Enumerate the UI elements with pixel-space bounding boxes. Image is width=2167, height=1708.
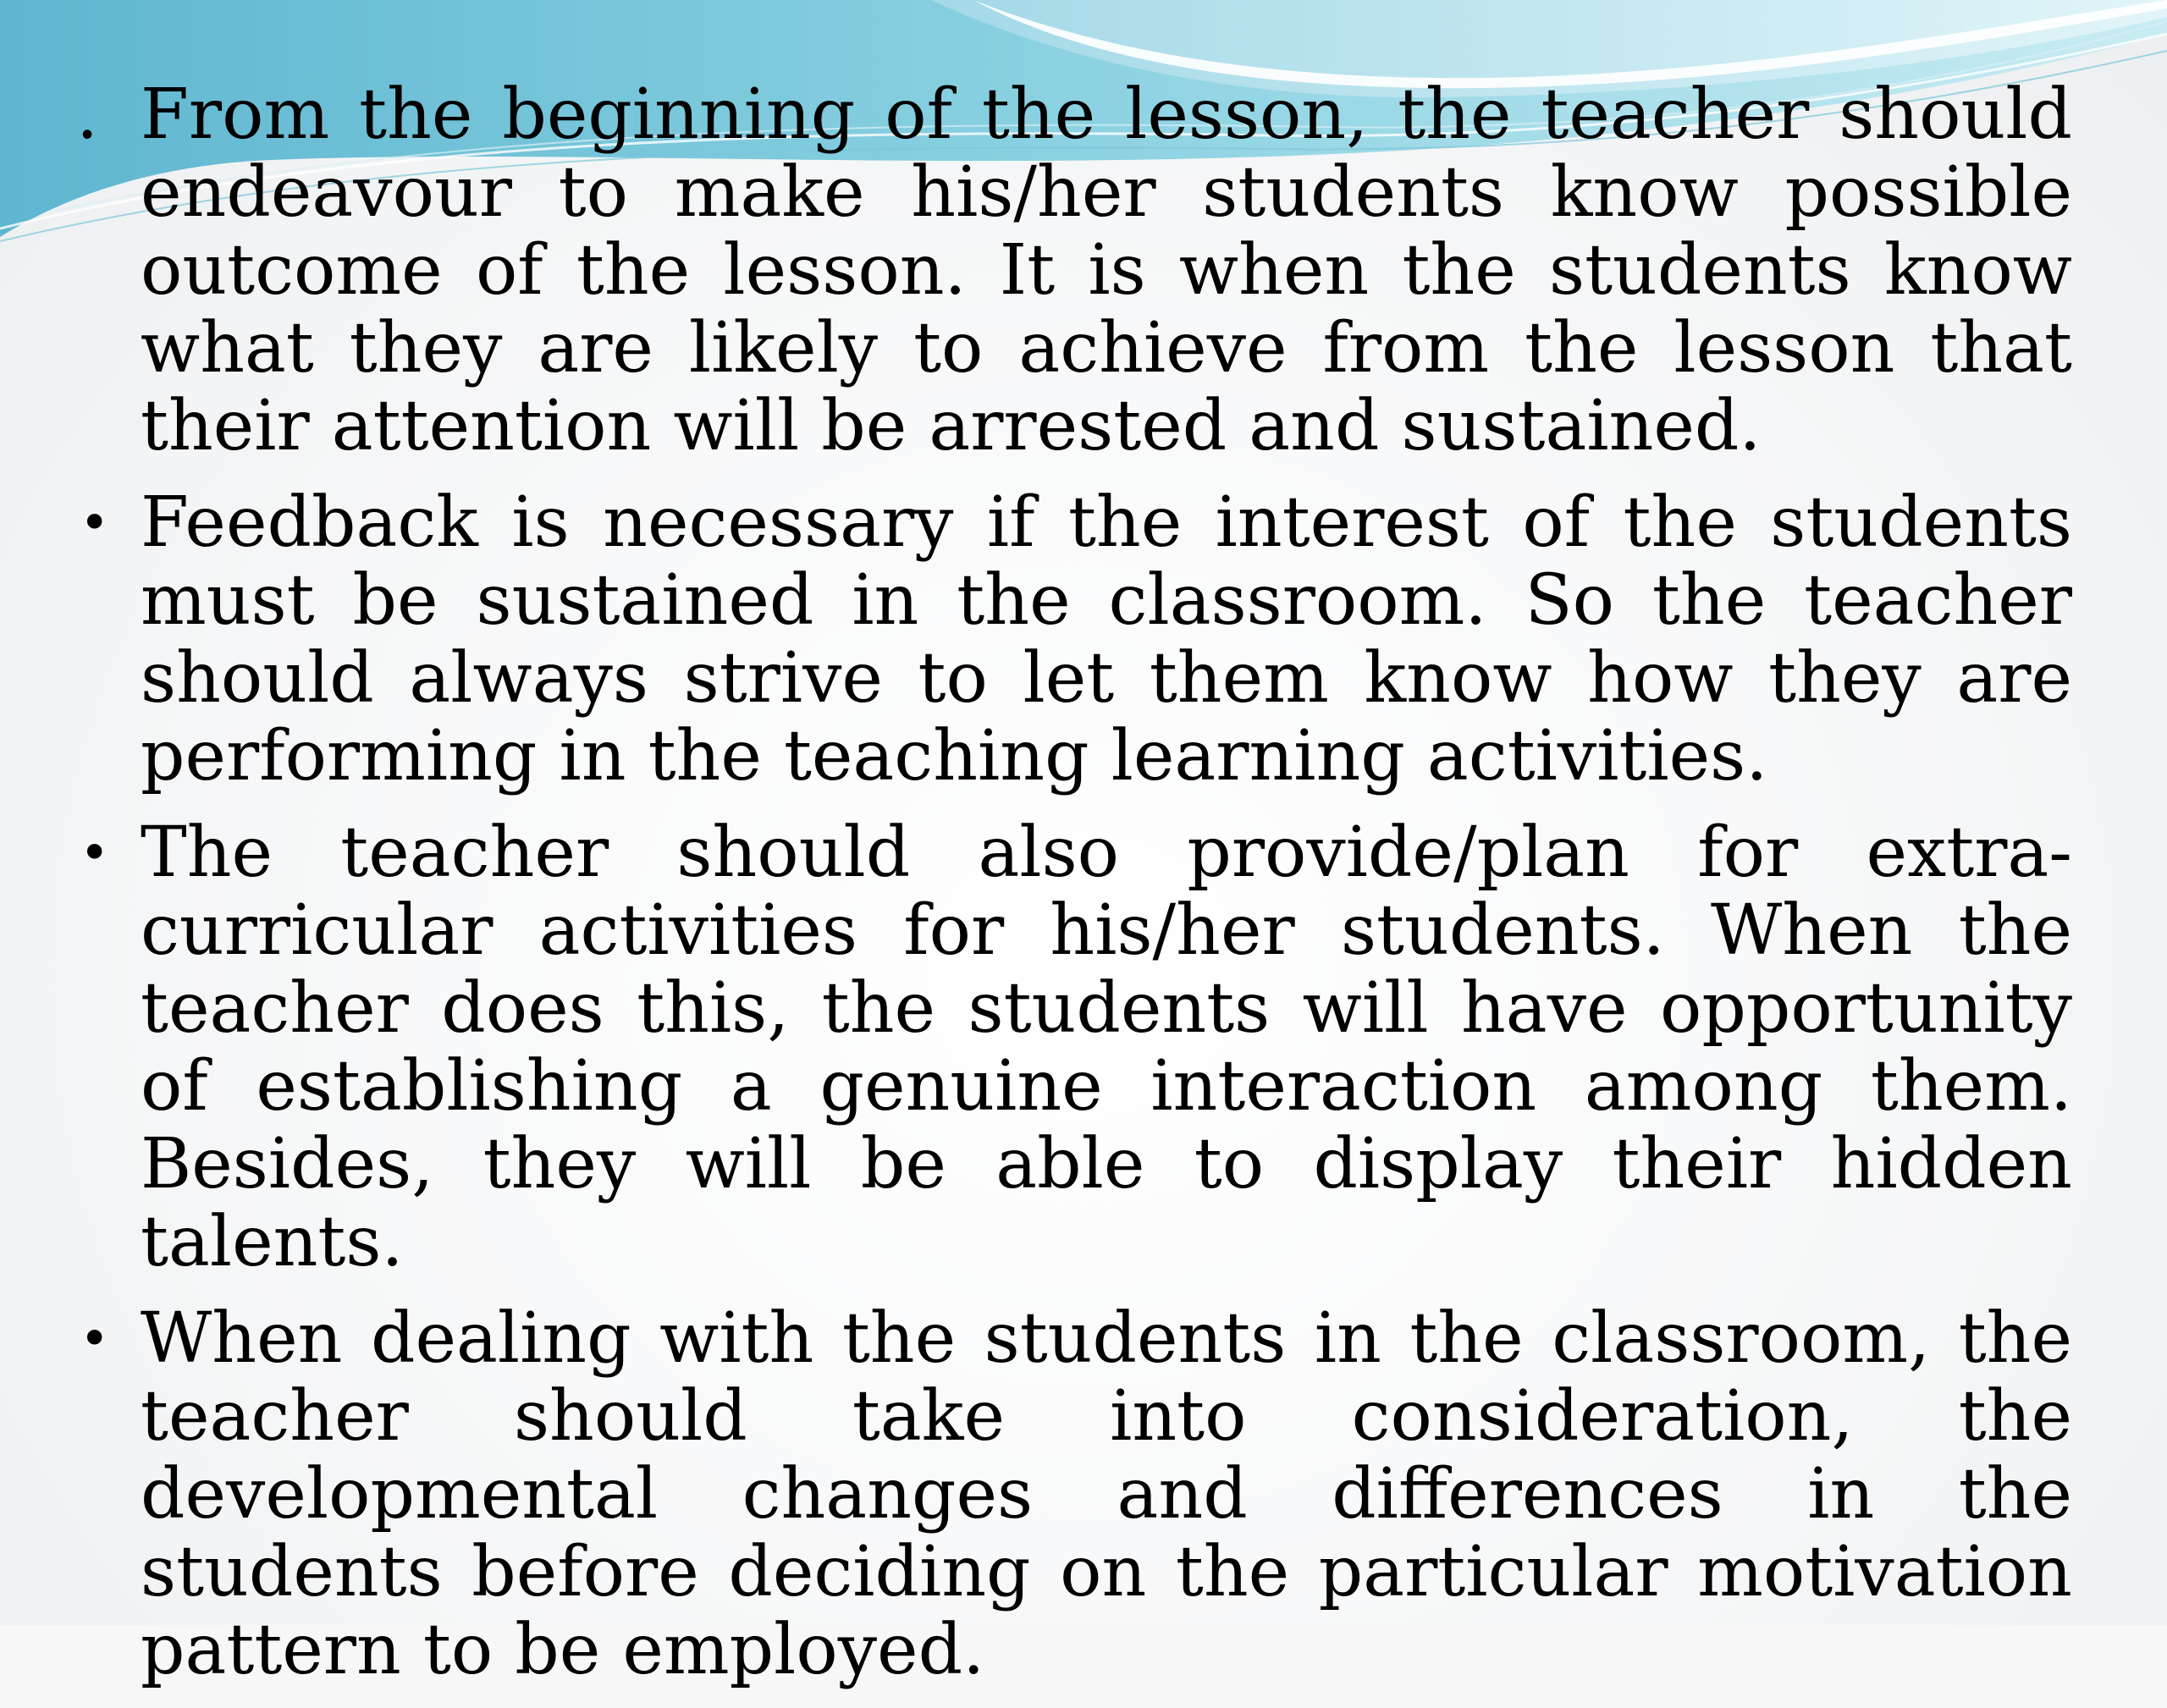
bullet-item [69,1300,2072,1689]
bullet-item [69,484,2072,796]
bullet-marker: • [80,824,110,883]
bullet-marker: . [76,74,99,155]
bullet-text: When dealing with the students in the classroom, the teacher should take into consideration, the developmental changes and differences in the students before deciding on the particular motivation pattern to be employed. [141,1298,2072,1690]
bullet-item [69,814,2072,1281]
bullet-text: The teacher should also provide/plan for extra-curricular activities for his/her students. When the teacher does this, the students will have opportunity of establishing a genuine interaction among them. Besides, they will be able to display their hidden talents. [141,813,2072,1282]
bullet-item [69,76,2072,466]
bullet-text: From the beginning of the lesson, the teacher should endeavour to make his/her students know possible outcome of the lesson. It is when the students know what they are likely to achieve from the lesson that their attention will be arrested and sustained. [141,74,2072,466]
bullet-marker: • [80,493,110,553]
bullet-text: Feedback is necessary if the interest of the students must be sustained in the classroom. So the teacher should always strive to let them know how they are performing in the teaching learning activities. [141,482,2072,796]
slide-body [69,76,2072,1708]
bullet-marker: • [80,1309,110,1369]
